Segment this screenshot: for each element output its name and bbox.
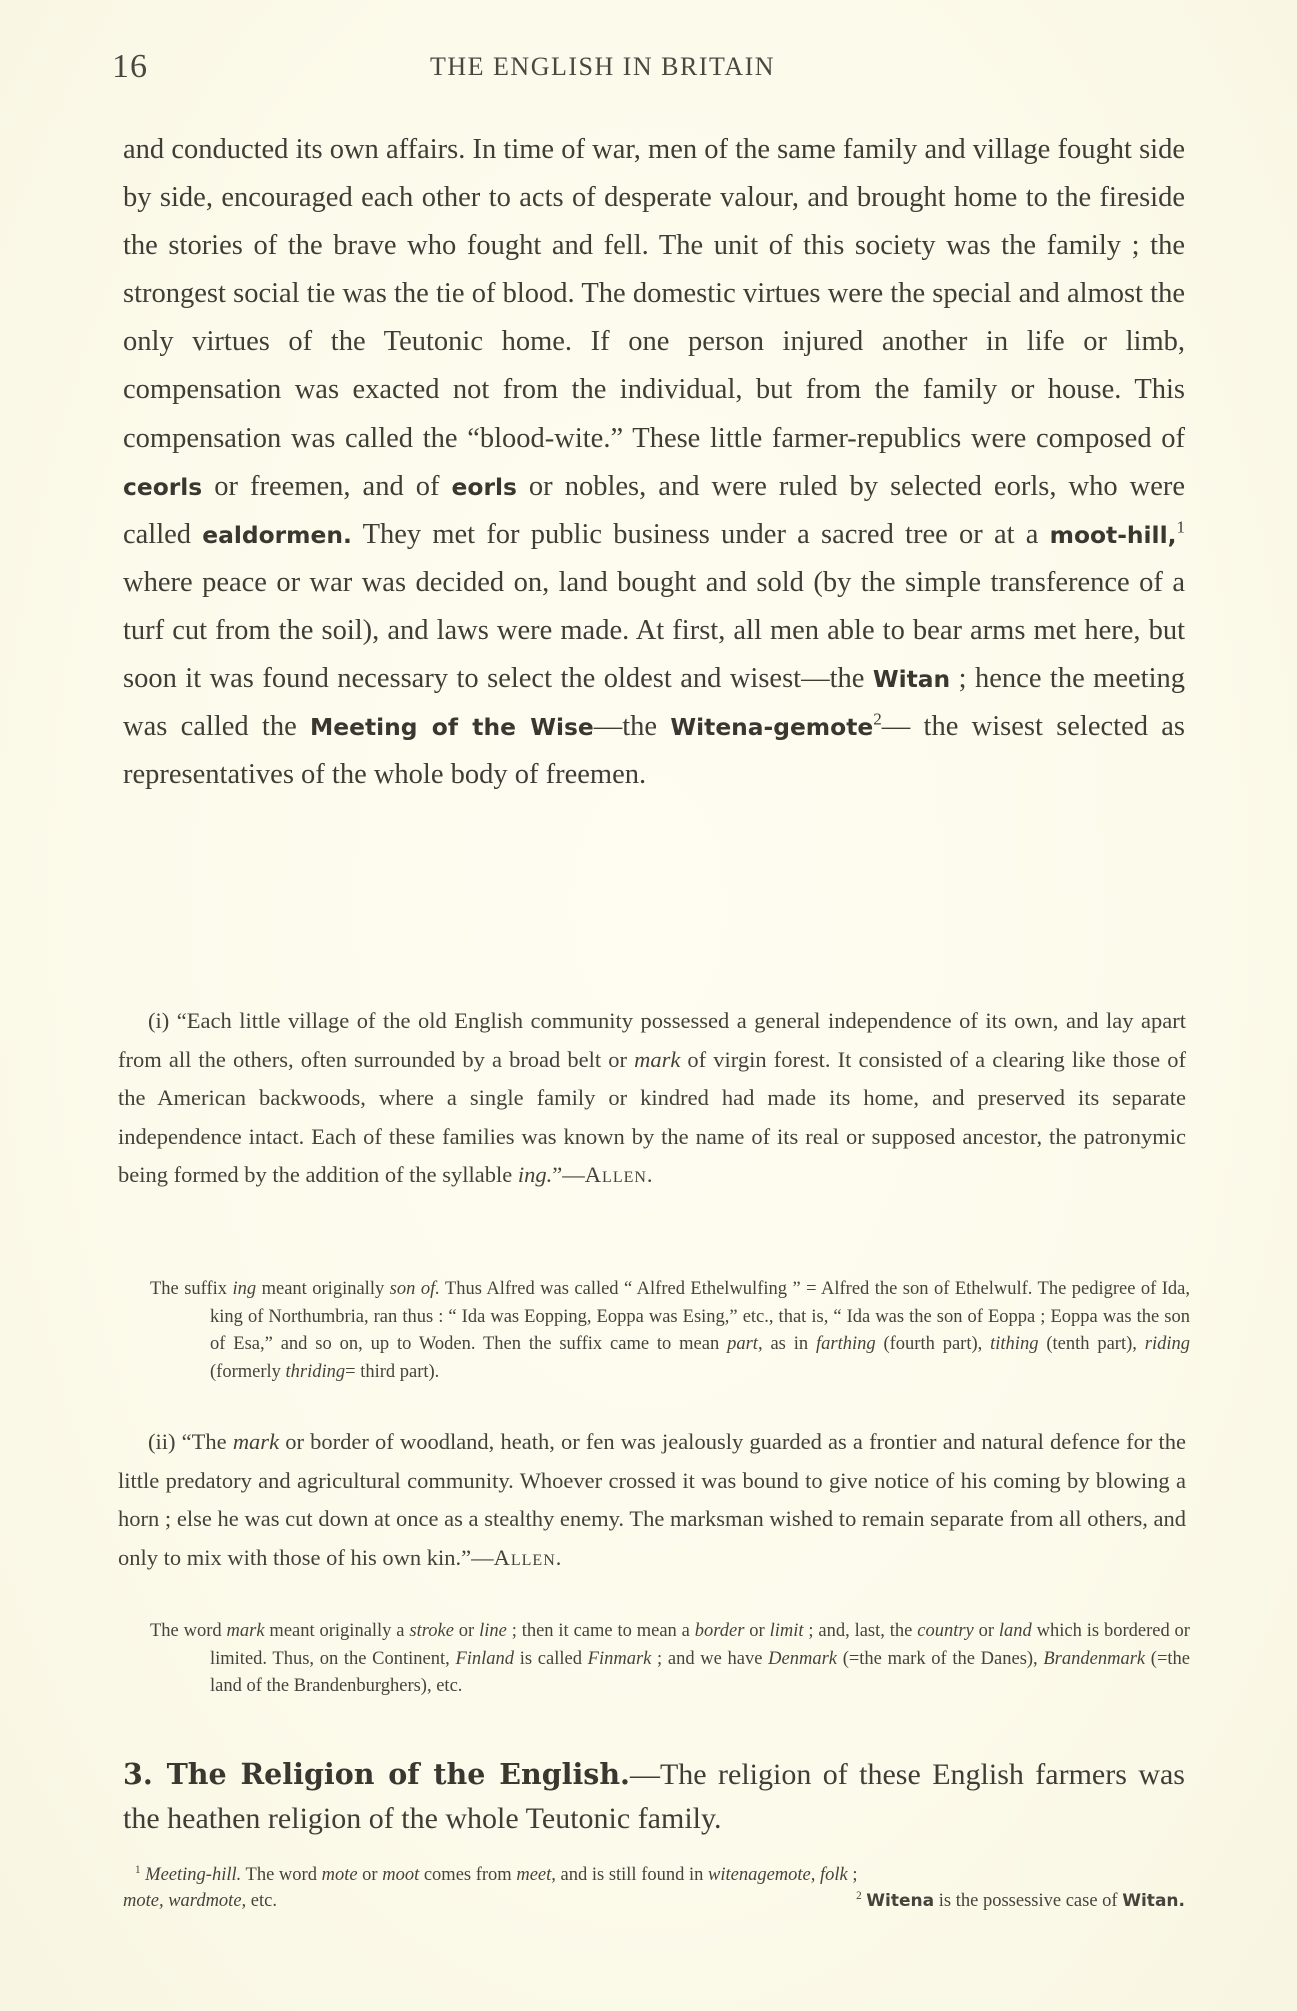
- term-meeting-of-the-wise: Meeting of the Wise: [310, 713, 594, 742]
- text-segment: (=the land of the Brandenburghers), etc.: [210, 1648, 1190, 1696]
- term-witan: Witan: [872, 665, 951, 694]
- text-segment: or: [973, 1621, 999, 1641]
- italic-term: moot: [382, 1865, 420, 1885]
- italic-term: part,: [727, 1334, 763, 1354]
- italic-term: farthing: [815, 1334, 876, 1354]
- text-segment: where peace or war was decided on, land bought and sold (by the simple transference of a turf cut from the soil), and laws were made. At first, all men able to bear arms met here, but soon it was found necessary to select the oldest and wisest—the: [123, 566, 1185, 695]
- running-head: [112, 48, 1182, 88]
- text-segment: The word: [150, 1621, 227, 1641]
- italic-term: border: [694, 1621, 745, 1641]
- footnote-2: [856, 1888, 1185, 1914]
- text-segment: or border of woodland, heath, or fen was jealously guarded as a frontier and natural defence for the little predatory and agricultural community. Whoever crossed it was bound to give notice of his coming by blowing a horn ; else he was cut down at once as a stealthy enemy. The marksman wished to remain separate from all others, and only to mix with those of his own kin.”—: [118, 1429, 1186, 1570]
- term-ceorls: ceorls: [123, 472, 203, 501]
- quote-ii: [118, 1423, 1186, 1577]
- italic-term: thriding: [285, 1361, 346, 1382]
- footnote-row: [123, 1888, 1185, 1914]
- text-segment: ; hence the meeting was called the: [123, 663, 1185, 743]
- italic-term: line: [479, 1621, 507, 1641]
- quote-label: (i): [148, 1008, 170, 1033]
- text-segment: which is bordered or limited. Thus, on the Continent,: [210, 1621, 1190, 1669]
- quote-paragraph: [118, 1423, 1186, 1577]
- italic-term: riding: [1144, 1334, 1190, 1354]
- text-segment: (formerly: [210, 1361, 286, 1382]
- footnotes: [123, 1862, 1185, 1914]
- text-segment: “Each little village of the old English community possessed a general independence of its own, and lay apart from all the others, often surrounded by a broad belt or: [118, 1008, 1186, 1072]
- text-segment: is the possessive case of: [934, 1891, 1123, 1911]
- text-segment: of virgin forest. It consisted of a clearing like those of the American backwoods, where a single family or kindred had made its home, and preserved its separate independence intact. Each of these families was known by the name of its real or supposed ancestor, the patronymic being formed by the addition of the syllable: [118, 1046, 1186, 1187]
- body-paragraph: [123, 126, 1185, 799]
- section-3: [123, 1752, 1185, 1841]
- note-suffix-ing: [150, 1276, 1190, 1386]
- term-witena-gemote: Witena-gemote: [670, 713, 874, 742]
- footnote-marker: 2: [856, 1889, 862, 1902]
- italic-term: witenagemote,: [708, 1865, 816, 1885]
- text-segment: (tenth part),: [1038, 1334, 1145, 1354]
- quote-label: (ii): [148, 1429, 176, 1454]
- text-segment: ; and, last, the: [803, 1621, 918, 1641]
- italic-term: folk: [820, 1865, 848, 1885]
- attribution: Allen.: [584, 1162, 654, 1187]
- text-segment: The suffix: [150, 1279, 233, 1299]
- italic-term: land: [998, 1621, 1032, 1641]
- text-segment: or nobles, and were ruled by selected eorls, who were called: [123, 470, 1186, 550]
- text-segment: is called: [514, 1648, 588, 1669]
- quote-i: [118, 1002, 1186, 1195]
- text-segment: and is still found in: [555, 1865, 709, 1885]
- italic-term: mote: [321, 1865, 358, 1885]
- bold-term: Witena: [866, 1891, 935, 1911]
- italic-term: tithing: [990, 1334, 1039, 1354]
- italic-term: mark: [634, 1046, 681, 1072]
- footnote-ref-2[interactable]: 2: [873, 709, 882, 729]
- italic-term: limit: [769, 1621, 804, 1641]
- text-segment: comes from: [419, 1865, 517, 1885]
- italic-term: ing.: [517, 1162, 553, 1187]
- text-segment: (=the mark of the Danes),: [837, 1648, 1044, 1669]
- term-moot-hill: moot-hill,: [1049, 520, 1177, 549]
- text-segment: ;: [847, 1865, 858, 1885]
- footnote-1-continued: [123, 1888, 277, 1914]
- italic-term: ing: [232, 1279, 257, 1299]
- page-number: 16: [112, 48, 148, 85]
- term-eorls: eorls: [451, 472, 517, 501]
- text-segment: meant originally a: [264, 1621, 410, 1641]
- footnote-marker: 1: [135, 1863, 141, 1876]
- italic-term: Finmark: [587, 1648, 652, 1669]
- text-segment: or: [744, 1621, 770, 1641]
- italic-term: son of.: [389, 1279, 440, 1299]
- italic-term: meet,: [516, 1865, 556, 1885]
- text-segment: — the wisest selected as representatives of the whole body of freemen.: [123, 711, 1185, 791]
- text-segment: etc.: [246, 1891, 277, 1911]
- note-word-mark: [150, 1618, 1190, 1701]
- text-segment: They met for public business under a sacred tree or at a: [351, 518, 1050, 550]
- italic-term: mark: [232, 1429, 280, 1454]
- text-segment: and conducted its own affairs. In time of war, men of the same family and village fought side by side, encouraged each other to acts of desperate valour, and brought home to the fireside the stories of the brave who fought and fell. The unit of this society was the family ; the strongest social tie was the tie of blood. The domestic virtues were the special and almost the only virtues of the Teutonic home. If one person injured another in life or limb, compensation was exacted not from the individual, but from the family or house. This compensation was called the “blood-wite.” These little farmer-republics were composed of: [123, 134, 1185, 454]
- text-segment: Thus Alfred was called “ Alfred Ethelwulfing ” = Alfred the son of Ethelwulf. The pedigree of Ida, king of Northumbria, ran thus : “ Ida was Eopping, Eoppa was Esing,” etc., that is, “ Ida was the son of Eoppa ; Eoppa was the son of Esa,” and so on, up to Woden. Then the suffix came to mean: [210, 1279, 1191, 1354]
- text-segment: (fourth part),: [875, 1334, 991, 1354]
- section-text: —The religion of these English farmers was the heathen religion of the whole Teutonic family.: [123, 1758, 1185, 1835]
- text-segment: or freemen, and of: [202, 470, 452, 502]
- text-segment: meant originally: [256, 1279, 390, 1299]
- main-paragraph: [123, 126, 1185, 799]
- italic-term: country: [917, 1621, 974, 1641]
- text-segment: as in: [762, 1334, 816, 1354]
- running-title: THE ENGLISH IN BRITAIN: [430, 52, 776, 81]
- italic-term: stroke: [409, 1621, 454, 1641]
- footnote-ref-1[interactable]: 1: [1176, 517, 1185, 537]
- text-segment: or: [453, 1621, 480, 1641]
- text-segment: = third part).: [345, 1361, 440, 1382]
- text-segment: or: [357, 1865, 383, 1885]
- footnote-1: [123, 1862, 1185, 1888]
- italic-term: mote, wardmote,: [123, 1891, 247, 1911]
- text-segment: “The: [175, 1429, 233, 1454]
- quote-paragraph: [118, 1002, 1186, 1195]
- italic-term: mark: [226, 1621, 265, 1641]
- italic-term: Meeting-hill.: [145, 1865, 242, 1885]
- italic-term: Denmark: [768, 1648, 837, 1669]
- bold-term: Witan.: [1122, 1891, 1185, 1911]
- text-segment: ; and we have: [651, 1648, 769, 1669]
- attribution: Allen.: [493, 1544, 563, 1570]
- italic-term: Brandenmark: [1043, 1648, 1146, 1669]
- term-ealdormen: ealdormen.: [202, 520, 352, 549]
- italic-term: Finland: [455, 1648, 515, 1669]
- text-segment: ”—: [552, 1162, 585, 1187]
- text-segment: —the: [593, 711, 671, 743]
- text-segment: ; then it came to mean a: [506, 1621, 695, 1641]
- text-segment: The word: [241, 1865, 322, 1885]
- section-heading: 3. The Religion of the English.: [123, 1757, 630, 1791]
